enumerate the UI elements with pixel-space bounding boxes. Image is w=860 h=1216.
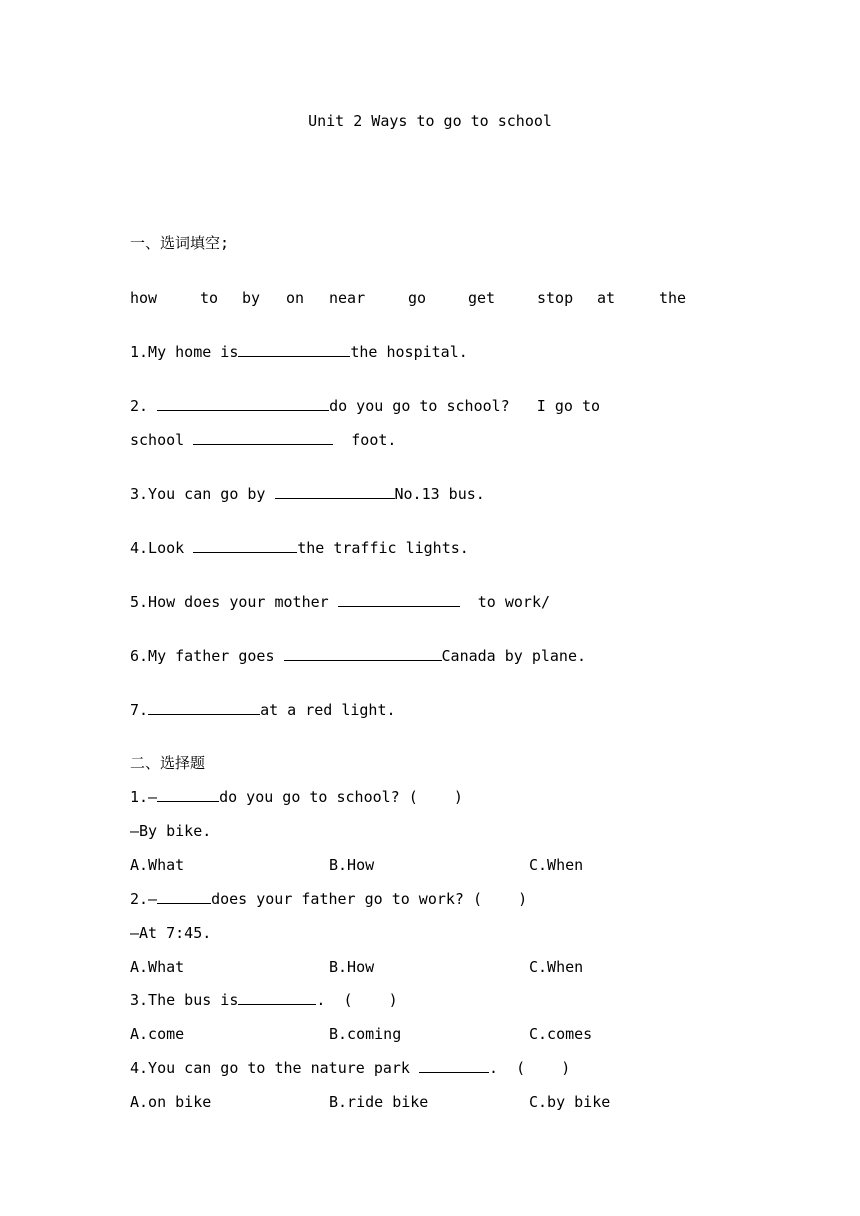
choice-question-3 bbox=[130, 990, 398, 1010]
answer-blank[interactable] bbox=[284, 646, 442, 661]
option-b[interactable]: B.ride bike bbox=[329, 1093, 429, 1111]
question-text: 5.How does your mother bbox=[130, 593, 338, 611]
question-text: the hospital. bbox=[350, 343, 468, 361]
answer-blank[interactable] bbox=[275, 484, 395, 499]
question-text: 2. bbox=[130, 397, 158, 415]
word-bank-item: stop bbox=[537, 289, 574, 307]
question-text: at a red light. bbox=[260, 701, 396, 719]
question-text: foot. bbox=[333, 431, 397, 449]
answer-blank[interactable] bbox=[193, 538, 297, 553]
answer-blank[interactable] bbox=[193, 430, 333, 445]
option-b[interactable]: B.How bbox=[329, 958, 375, 976]
option-b[interactable]: B.coming bbox=[329, 1025, 402, 1043]
answer-blank[interactable] bbox=[238, 342, 350, 357]
section-2-heading: 二、选择题 bbox=[130, 754, 206, 772]
option-c[interactable]: C.comes bbox=[529, 1025, 593, 1043]
question-text: . ( ) bbox=[488, 1059, 571, 1077]
option-a[interactable]: A.come bbox=[130, 1025, 185, 1043]
question-text: Canada by plane. bbox=[441, 647, 587, 665]
option-c[interactable]: C.When bbox=[529, 958, 584, 976]
question-text: 6.My father goes bbox=[130, 647, 284, 665]
question-text: the traffic lights. bbox=[297, 539, 469, 557]
word-bank-item: go bbox=[408, 289, 427, 307]
question-text: 3.You can go by bbox=[130, 485, 275, 503]
answer-blank[interactable] bbox=[338, 592, 460, 607]
option-c[interactable]: C.When bbox=[529, 856, 584, 874]
question-text: 2.— bbox=[130, 890, 158, 908]
option-b[interactable]: B.How bbox=[329, 856, 375, 874]
question-text: 7. bbox=[130, 701, 149, 719]
question-text: to work/ bbox=[459, 593, 551, 611]
question-text: 4.Look bbox=[130, 539, 194, 557]
question-text: 3.The bus is bbox=[130, 991, 239, 1009]
option-row bbox=[130, 855, 730, 875]
choice-question-2 bbox=[130, 889, 527, 909]
choice-question-1 bbox=[130, 787, 463, 807]
option-c[interactable]: C.by bike bbox=[529, 1093, 611, 1111]
word-bank-item: at bbox=[597, 289, 616, 307]
question-text: do you go to school? I go to bbox=[329, 397, 601, 415]
word-bank bbox=[130, 288, 730, 308]
option-a[interactable]: A.What bbox=[130, 856, 185, 874]
word-bank-item: the bbox=[659, 289, 687, 307]
word-bank-item: how bbox=[130, 289, 158, 307]
answer-blank[interactable] bbox=[148, 700, 260, 715]
word-bank-item: near bbox=[329, 289, 366, 307]
option-a[interactable]: A.on bike bbox=[130, 1093, 212, 1111]
question-text: 4.You can go to the nature park bbox=[130, 1059, 419, 1077]
fill-question-5 bbox=[130, 592, 550, 612]
fill-question-2-cont bbox=[130, 430, 396, 450]
answer-blank[interactable] bbox=[238, 990, 316, 1005]
page-title: Unit 2 Ways to go to school bbox=[308, 112, 552, 130]
fill-question-4 bbox=[130, 538, 469, 558]
question-text: school bbox=[130, 431, 194, 449]
question-text: . ( ) bbox=[316, 991, 398, 1009]
option-row bbox=[130, 1092, 730, 1112]
question-text: do you go to school? ( ) bbox=[219, 788, 463, 806]
question-text: No.13 bus. bbox=[394, 485, 485, 503]
question-text: 1.— bbox=[130, 788, 158, 806]
dialogue-answer: —By bike. bbox=[130, 822, 212, 840]
dialogue-answer: —At 7:45. bbox=[130, 924, 212, 942]
answer-blank[interactable] bbox=[157, 787, 219, 802]
answer-blank[interactable] bbox=[419, 1058, 489, 1073]
choice-question-4 bbox=[130, 1058, 570, 1078]
fill-question-6 bbox=[130, 646, 586, 666]
fill-question-7 bbox=[130, 700, 396, 720]
answer-blank[interactable] bbox=[157, 889, 211, 904]
word-bank-item: to bbox=[200, 289, 219, 307]
fill-question-1 bbox=[130, 342, 468, 362]
option-a[interactable]: A.What bbox=[130, 958, 185, 976]
option-row bbox=[130, 957, 730, 977]
question-text: does your father go to work? ( ) bbox=[211, 890, 528, 908]
answer-blank[interactable] bbox=[157, 396, 329, 411]
fill-question-2 bbox=[130, 396, 600, 416]
word-bank-item: by bbox=[242, 289, 261, 307]
fill-question-3 bbox=[130, 484, 485, 504]
section-1-heading: 一、选词填空; bbox=[130, 234, 230, 252]
question-text: 1.My home is bbox=[130, 343, 239, 361]
option-row bbox=[130, 1024, 730, 1044]
word-bank-item: get bbox=[468, 289, 496, 307]
word-bank-item: on bbox=[286, 289, 305, 307]
